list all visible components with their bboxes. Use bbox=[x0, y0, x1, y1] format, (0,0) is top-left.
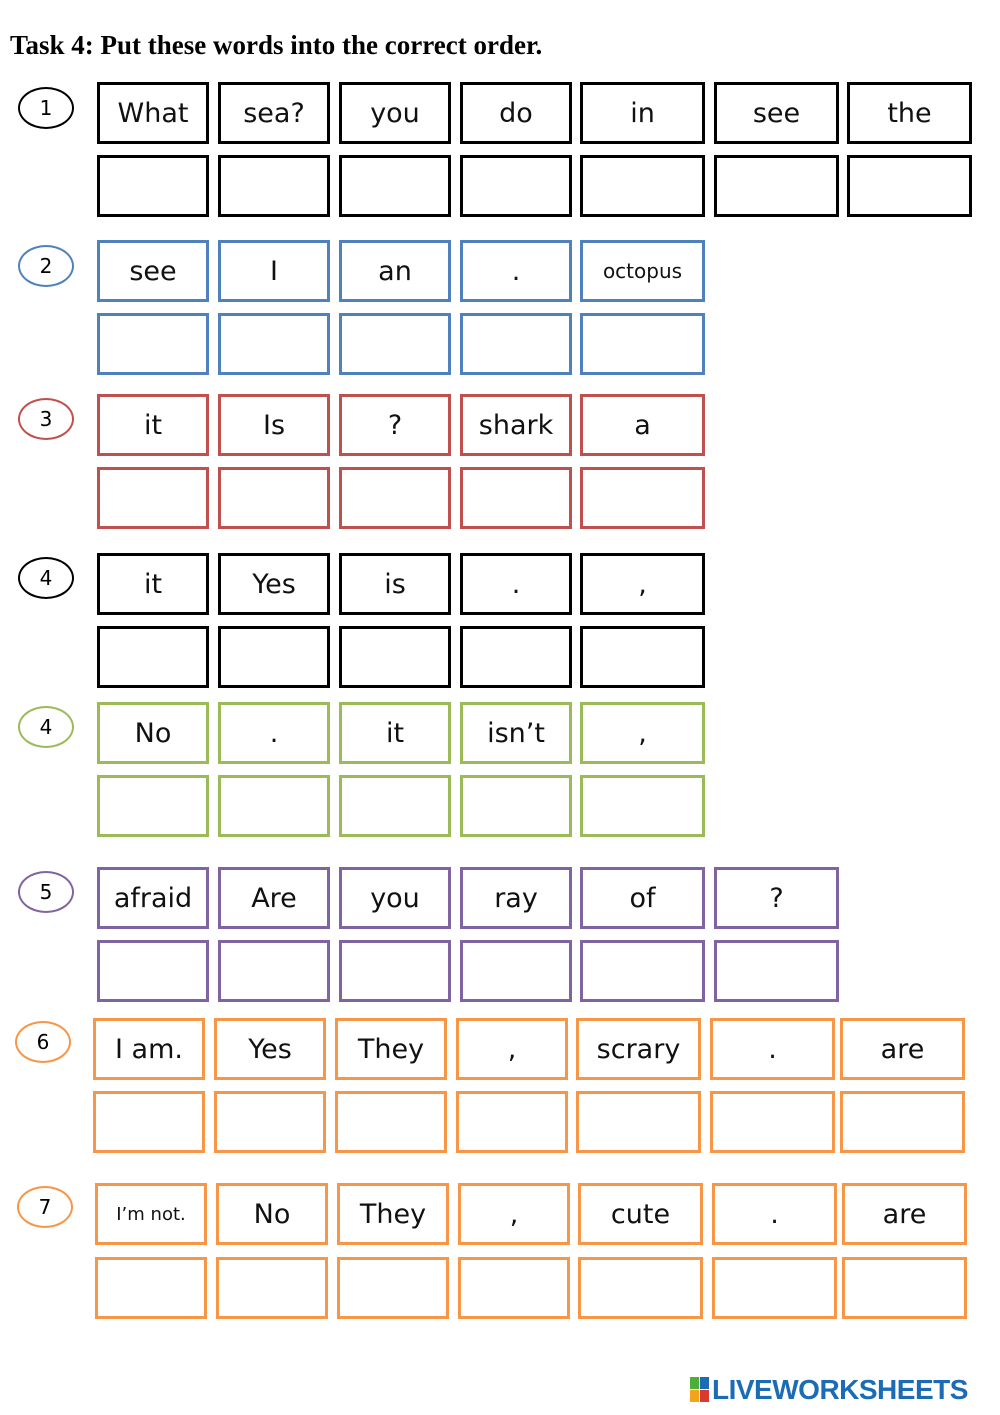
answer-slot[interactable] bbox=[339, 313, 451, 375]
answer-slot[interactable] bbox=[580, 626, 705, 688]
answer-slot[interactable] bbox=[456, 1091, 568, 1153]
answer-slot[interactable] bbox=[460, 775, 572, 837]
word-tile[interactable]: ? bbox=[714, 867, 839, 929]
answer-slot[interactable] bbox=[218, 467, 330, 529]
word-tile[interactable]: Are bbox=[218, 867, 330, 929]
answer-slot[interactable] bbox=[214, 1091, 326, 1153]
word-tile[interactable]: an bbox=[339, 240, 451, 302]
task-number-badge: 6 bbox=[15, 1021, 71, 1063]
answer-slot[interactable] bbox=[218, 775, 330, 837]
word-tile[interactable]: is bbox=[339, 553, 451, 615]
answer-slot[interactable] bbox=[97, 775, 209, 837]
word-tile[interactable]: it bbox=[97, 394, 209, 456]
word-tile[interactable]: . bbox=[710, 1018, 835, 1080]
word-tile[interactable]: I’m not. bbox=[95, 1183, 207, 1245]
word-tile[interactable]: afraid bbox=[97, 867, 209, 929]
answer-slot[interactable] bbox=[580, 313, 705, 375]
answer-slot[interactable] bbox=[578, 1257, 703, 1319]
answer-slot[interactable] bbox=[339, 775, 451, 837]
word-tile[interactable]: . bbox=[460, 553, 572, 615]
answer-slot[interactable] bbox=[842, 1257, 967, 1319]
word-tile[interactable]: . bbox=[460, 240, 572, 302]
answer-slot[interactable] bbox=[97, 155, 209, 217]
word-tile[interactable]: No bbox=[97, 702, 209, 764]
answer-slot[interactable] bbox=[339, 940, 451, 1002]
answer-slot[interactable] bbox=[97, 467, 209, 529]
answer-slot[interactable] bbox=[218, 626, 330, 688]
word-tile[interactable]: it bbox=[339, 702, 451, 764]
word-tile[interactable]: you bbox=[339, 82, 451, 144]
answer-slot[interactable] bbox=[580, 940, 705, 1002]
word-tile[interactable]: . bbox=[712, 1183, 837, 1245]
word-tile[interactable]: of bbox=[580, 867, 705, 929]
answer-slot[interactable] bbox=[339, 467, 451, 529]
answer-slot[interactable] bbox=[710, 1091, 835, 1153]
word-tile[interactable]: ? bbox=[339, 394, 451, 456]
task-number-badge: 3 bbox=[18, 398, 74, 440]
word-tile[interactable]: , bbox=[580, 553, 705, 615]
answer-slot[interactable] bbox=[218, 313, 330, 375]
word-tile[interactable]: octopus bbox=[580, 240, 705, 302]
word-tile[interactable]: , bbox=[456, 1018, 568, 1080]
answer-slot[interactable] bbox=[712, 1257, 837, 1319]
word-tile[interactable]: do bbox=[460, 82, 572, 144]
word-tile[interactable]: ray bbox=[460, 867, 572, 929]
word-tile[interactable]: No bbox=[216, 1183, 328, 1245]
answer-slot[interactable] bbox=[97, 940, 209, 1002]
word-tile[interactable]: I bbox=[218, 240, 330, 302]
word-tile[interactable]: I am. bbox=[93, 1018, 205, 1080]
answer-slot[interactable] bbox=[460, 626, 572, 688]
word-tile[interactable]: They bbox=[335, 1018, 447, 1080]
answer-slot[interactable] bbox=[460, 313, 572, 375]
answer-slot[interactable] bbox=[95, 1257, 207, 1319]
answer-slot[interactable] bbox=[714, 940, 839, 1002]
word-tile[interactable]: it bbox=[97, 553, 209, 615]
answer-slot[interactable] bbox=[218, 940, 330, 1002]
answer-slot[interactable] bbox=[458, 1257, 570, 1319]
word-tile[interactable]: are bbox=[840, 1018, 965, 1080]
word-tile[interactable]: , bbox=[458, 1183, 570, 1245]
word-tile[interactable]: in bbox=[580, 82, 705, 144]
task-number-badge: 1 bbox=[18, 87, 74, 129]
task-number-badge: 5 bbox=[18, 871, 74, 913]
liveworksheets-logo bbox=[690, 1374, 968, 1406]
word-tile[interactable]: see bbox=[97, 240, 209, 302]
task-number-badge: 2 bbox=[18, 245, 74, 287]
answer-slot[interactable] bbox=[218, 155, 330, 217]
answer-slot[interactable] bbox=[339, 155, 451, 217]
answer-slot[interactable] bbox=[335, 1091, 447, 1153]
task-number-badge: 7 bbox=[17, 1186, 73, 1228]
logo-text: LIVEWORKSHEETS bbox=[712, 1374, 968, 1405]
word-tile[interactable]: Yes bbox=[214, 1018, 326, 1080]
word-tile[interactable]: scrary bbox=[576, 1018, 701, 1080]
answer-slot[interactable] bbox=[97, 626, 209, 688]
word-tile[interactable]: cute bbox=[578, 1183, 703, 1245]
word-tile[interactable]: the bbox=[847, 82, 972, 144]
word-tile[interactable]: shark bbox=[460, 394, 572, 456]
answer-slot[interactable] bbox=[460, 467, 572, 529]
answer-slot[interactable] bbox=[93, 1091, 205, 1153]
answer-slot[interactable] bbox=[339, 626, 451, 688]
answer-slot[interactable] bbox=[714, 155, 839, 217]
word-tile[interactable]: , bbox=[580, 702, 705, 764]
answer-slot[interactable] bbox=[580, 155, 705, 217]
word-tile[interactable]: Is bbox=[218, 394, 330, 456]
word-tile[interactable]: What bbox=[97, 82, 209, 144]
word-tile[interactable]: They bbox=[337, 1183, 449, 1245]
task-number-badge: 4 bbox=[18, 706, 74, 748]
answer-slot[interactable] bbox=[216, 1257, 328, 1319]
answer-slot[interactable] bbox=[576, 1091, 701, 1153]
answer-slot[interactable] bbox=[337, 1257, 449, 1319]
answer-slot[interactable] bbox=[580, 467, 705, 529]
answer-slot[interactable] bbox=[840, 1091, 965, 1153]
word-tile[interactable]: you bbox=[339, 867, 451, 929]
word-tile[interactable]: see bbox=[714, 82, 839, 144]
task-title: Task 4: Put these words into the correct order. bbox=[10, 30, 543, 60]
word-tile[interactable]: are bbox=[842, 1183, 967, 1245]
answer-slot[interactable] bbox=[580, 775, 705, 837]
word-tile[interactable]: isn’t bbox=[460, 702, 572, 764]
answer-slot[interactable] bbox=[847, 155, 972, 217]
answer-slot[interactable] bbox=[460, 940, 572, 1002]
word-tile[interactable]: Yes bbox=[218, 553, 330, 615]
liveworksheets-logo-icon bbox=[690, 1377, 710, 1403]
word-tile[interactable]: . bbox=[218, 702, 330, 764]
answer-slot[interactable] bbox=[460, 155, 572, 217]
task-number-badge: 4 bbox=[18, 557, 74, 599]
answer-slot[interactable] bbox=[97, 313, 209, 375]
word-tile[interactable]: a bbox=[580, 394, 705, 456]
word-tile[interactable]: sea? bbox=[218, 82, 330, 144]
